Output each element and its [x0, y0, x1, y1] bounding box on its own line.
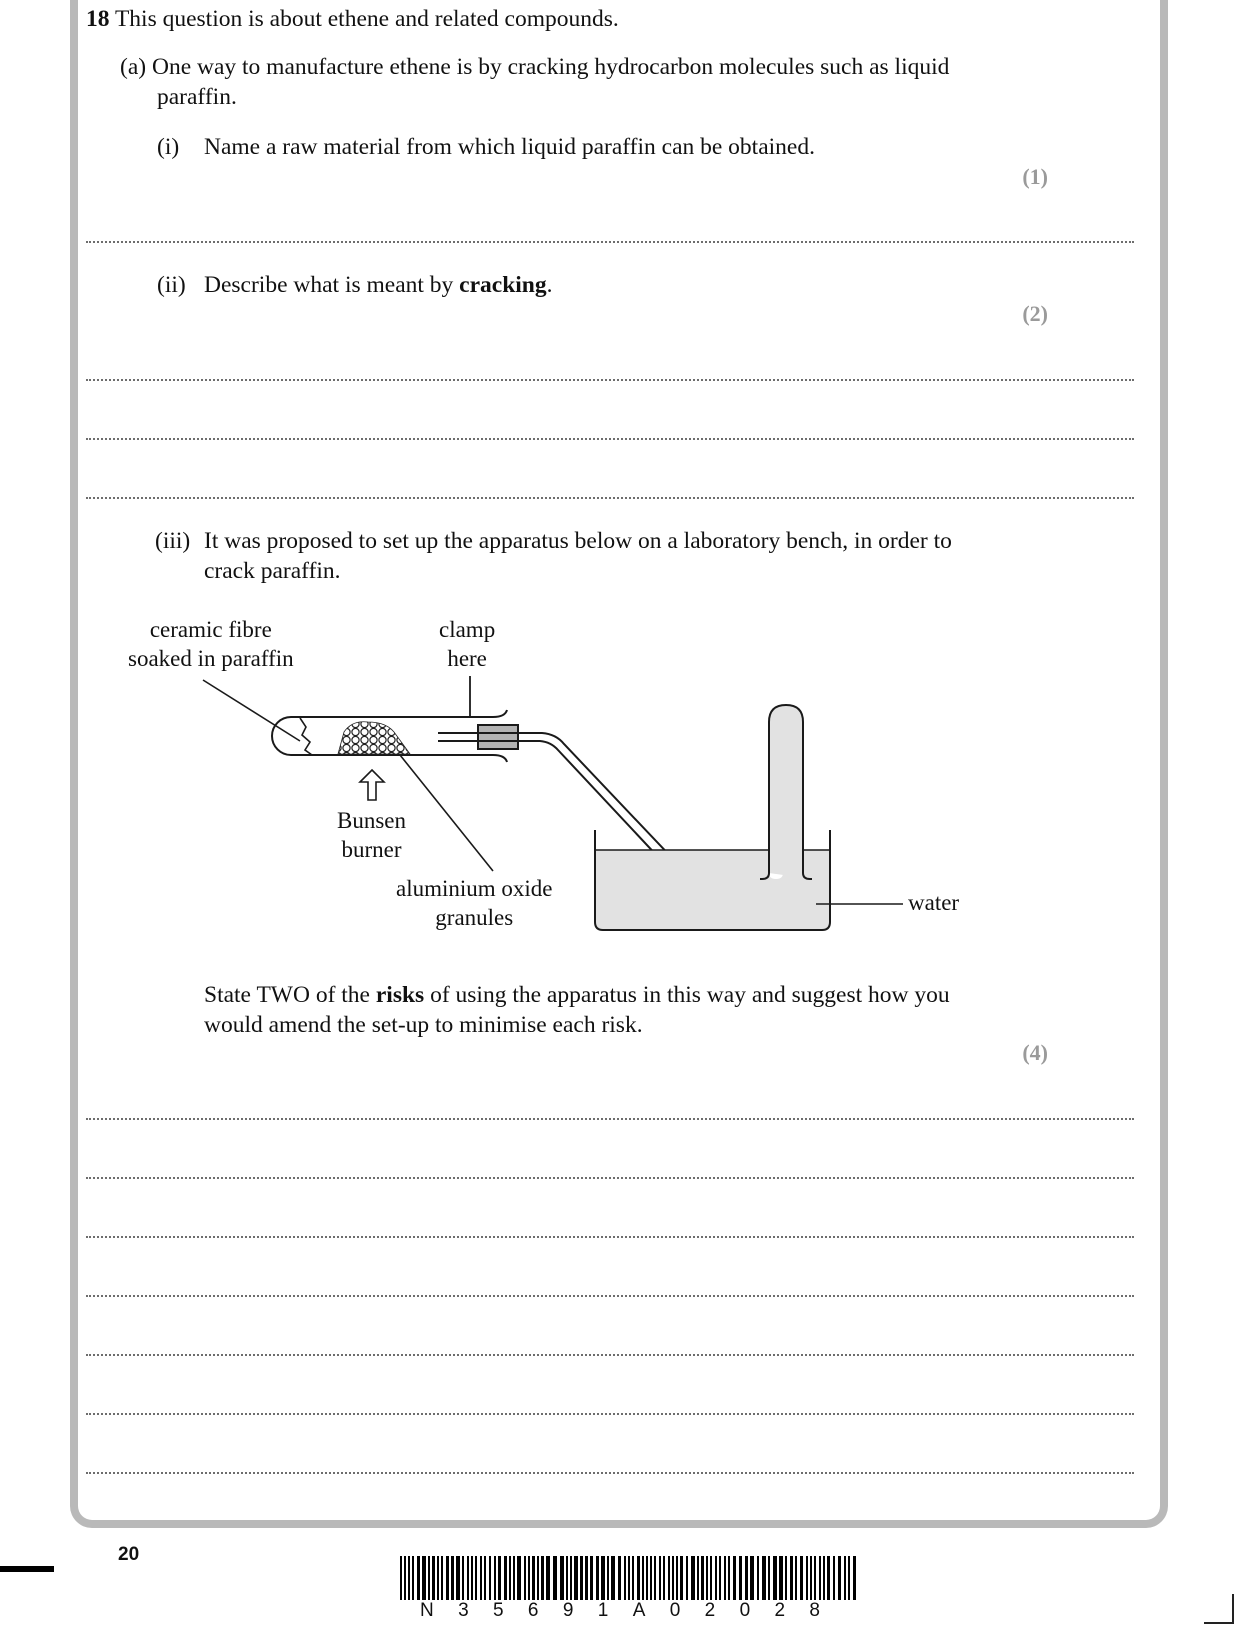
barcode-bar	[471, 1556, 473, 1600]
sub-iii-line1: It was proposed to set up the apparatus below on a laboratory bench, in order to	[204, 528, 952, 554]
barcode-bar	[462, 1556, 464, 1600]
margin-bar	[0, 1566, 54, 1572]
barcode-bar	[733, 1556, 736, 1600]
barcode-bar	[611, 1556, 615, 1600]
barcode-bar	[475, 1556, 477, 1600]
barcode-bar	[437, 1556, 439, 1600]
label-clamp-1: clamp	[439, 617, 496, 642]
barcode-bar	[838, 1556, 841, 1600]
label-bunsen	[337, 806, 406, 864]
barcode-bar	[848, 1556, 850, 1600]
barcode-bar	[574, 1556, 578, 1600]
barcode-bar	[441, 1556, 443, 1600]
barcode-bar	[632, 1556, 634, 1600]
page-number: 20	[118, 1544, 140, 1565]
alox-leader-line	[400, 755, 493, 871]
barcode-bar	[504, 1556, 507, 1600]
barcode-bar	[757, 1556, 759, 1600]
barcode-bar	[546, 1556, 550, 1600]
label-bunsen-1: Bunsen	[337, 808, 406, 833]
barcode-bar	[715, 1556, 717, 1600]
barcode-char: N	[420, 1600, 434, 1621]
barcode-bar	[637, 1556, 640, 1600]
barcode-bar	[779, 1556, 783, 1600]
barcode-bar	[446, 1556, 449, 1600]
barcode-char: A	[632, 1600, 646, 1621]
barcode-bar	[701, 1556, 704, 1600]
barcode-bar	[537, 1556, 539, 1600]
label-clamp-2: here	[447, 646, 487, 671]
barcode-bar	[773, 1556, 777, 1600]
barcode-bar	[467, 1556, 469, 1600]
barcode-bar	[650, 1556, 652, 1600]
label-bunsen-2: burner	[341, 837, 402, 862]
barcode-bar	[417, 1556, 420, 1600]
barcode-bar	[596, 1556, 599, 1600]
barcode-bar	[672, 1556, 674, 1600]
sub-ii-text-after: .	[546, 272, 553, 298]
barcode-char: 1	[597, 1600, 609, 1621]
barcode-bar	[432, 1556, 435, 1600]
barcode-bar	[795, 1556, 797, 1600]
barcode-bar	[853, 1556, 856, 1600]
state-before: State TWO of the	[204, 982, 376, 1008]
answer-line[interactable]	[86, 1295, 1134, 1297]
ceramic-leader-line	[203, 680, 300, 741]
question-number: 18	[86, 6, 110, 32]
answer-line[interactable]	[86, 1472, 1134, 1474]
barcode-bar	[659, 1556, 661, 1600]
barcode-bar	[654, 1556, 656, 1600]
barcode-bar	[618, 1556, 621, 1600]
barcode-bar	[428, 1556, 430, 1600]
barcode-bar	[814, 1556, 816, 1600]
barcode-bar	[676, 1556, 678, 1600]
barcode-char: 0	[669, 1600, 681, 1621]
barcode-bar	[570, 1556, 572, 1600]
barcode-bar	[498, 1556, 501, 1600]
barcode-bar	[509, 1556, 511, 1600]
barcode-char: 2	[704, 1600, 716, 1621]
barcode-bar	[489, 1556, 491, 1600]
barcode-bar	[524, 1556, 526, 1600]
barcode-bar	[642, 1556, 644, 1600]
barcode-char: 9	[562, 1600, 574, 1621]
barcode-bar	[566, 1556, 568, 1600]
barcode-bar	[728, 1556, 730, 1600]
answer-line[interactable]	[86, 1236, 1134, 1238]
barcode-bar	[790, 1556, 793, 1600]
barcode-bar	[624, 1556, 626, 1600]
bunsen-arrow-icon	[360, 770, 384, 800]
barcode-bar	[810, 1556, 812, 1600]
barcode-bar	[686, 1556, 688, 1600]
barcode-char: 2	[774, 1600, 786, 1621]
barcode-bar	[710, 1556, 712, 1600]
state-marks: (4)	[1022, 1040, 1048, 1065]
label-clamp	[439, 615, 495, 673]
corner-mark	[1204, 1594, 1234, 1624]
barcode-bar	[739, 1556, 742, 1600]
barcode-bar	[456, 1556, 460, 1600]
barcode-bar	[400, 1556, 402, 1600]
barcode-bar	[560, 1556, 564, 1600]
barcode	[400, 1556, 860, 1602]
barcode-bar	[532, 1556, 535, 1600]
barcode-bar	[706, 1556, 708, 1600]
sub-ii-label: (ii)	[157, 272, 186, 298]
sub-ii-text-before: Describe what is meant by	[204, 272, 460, 298]
barcode-bar	[745, 1556, 748, 1600]
sub-i-marks: (1)	[1022, 164, 1048, 189]
part-a-label: (a)	[120, 54, 147, 80]
barcode-bar	[517, 1556, 521, 1600]
barcode-char: 6	[527, 1600, 539, 1621]
barcode-char: 8	[809, 1600, 820, 1621]
barcode-bar	[663, 1556, 665, 1600]
question-stem-text: This question is about ethene and related compounds.	[114, 6, 619, 32]
sub-iii-label: (iii)	[155, 528, 191, 554]
barcode-bar	[607, 1556, 609, 1600]
barcode-bar	[819, 1556, 821, 1600]
barcode-bar	[833, 1556, 835, 1600]
barcode-bar	[580, 1556, 583, 1600]
barcode-bar	[785, 1556, 787, 1600]
answer-line[interactable]	[86, 1118, 1134, 1120]
barcode-bar	[422, 1556, 426, 1600]
answer-line[interactable]	[86, 1413, 1134, 1415]
barcode-bar	[541, 1556, 544, 1600]
answer-line[interactable]	[86, 1177, 1134, 1179]
barcode-char: 3	[458, 1600, 469, 1621]
barcode-bar	[404, 1556, 406, 1600]
ceramic-fibre	[300, 718, 312, 755]
state-after: of using the apparatus in this way and suggest how you	[424, 982, 950, 1008]
barcode-bar	[553, 1556, 557, 1600]
bung	[478, 725, 518, 749]
barcode-bar	[827, 1556, 830, 1600]
state-bold: risks	[375, 982, 425, 1008]
barcode-bar	[697, 1556, 699, 1600]
barcode-char: 0	[739, 1600, 751, 1621]
barcode-bar	[451, 1556, 454, 1600]
barcode-bar	[823, 1556, 825, 1600]
sub-i-text: Name a raw material from which liquid paraffin can be obtained.	[204, 134, 815, 160]
label-alox-1: aluminium oxide	[396, 876, 553, 901]
barcode-bar	[768, 1556, 770, 1600]
sub-ii-marks: (2)	[1022, 301, 1048, 326]
part-a-line2: paraffin.	[157, 84, 237, 110]
barcode-text	[420, 1600, 820, 1622]
label-alox-2: granules	[435, 905, 514, 930]
state-risks-line1	[204, 980, 950, 1010]
barcode-bar	[762, 1556, 766, 1600]
barcode-bar	[800, 1556, 803, 1600]
sub-ii-bold: cracking	[459, 272, 547, 298]
barcode-bar	[750, 1556, 754, 1600]
barcode-bar	[412, 1556, 414, 1600]
barcode-bar	[680, 1556, 683, 1600]
label-water: water	[908, 890, 960, 915]
barcode-bar	[806, 1556, 808, 1600]
barcode-bar	[668, 1556, 670, 1600]
barcode-bar	[484, 1556, 486, 1600]
barcode-bar	[494, 1556, 496, 1600]
barcode-bar	[408, 1556, 410, 1600]
part-a-line1: One way to manufacture ethene is by cracking hydrocarbon molecules such as liquid	[151, 54, 950, 80]
barcode-bar	[480, 1556, 482, 1600]
sub-i-label: (i)	[157, 134, 180, 160]
barcode-bar	[628, 1556, 630, 1600]
state-risks-line2: would amend the set-up to minimise each risk.	[204, 1012, 643, 1038]
barcode-bar	[601, 1556, 605, 1600]
barcode-bar	[691, 1556, 695, 1600]
label-aluminium-oxide	[396, 874, 553, 932]
answer-line[interactable]	[86, 1354, 1134, 1356]
barcode-char: 5	[493, 1600, 504, 1621]
barcode-bar	[844, 1556, 846, 1600]
barcode-bar	[719, 1556, 721, 1600]
label-ceramic-2: soaked in paraffin	[128, 646, 294, 671]
label-ceramic-fibre	[128, 615, 294, 673]
barcode-bar	[590, 1556, 593, 1600]
sub-iii-line2: crack paraffin.	[204, 558, 341, 584]
label-ceramic-1: ceramic fibre	[149, 617, 272, 642]
barcode-bar	[513, 1556, 515, 1600]
barcode-bar	[585, 1556, 588, 1600]
aluminium-oxide-granules	[338, 722, 410, 754]
barcode-bar	[528, 1556, 530, 1600]
barcode-bar	[646, 1556, 648, 1600]
barcode-bar	[724, 1556, 726, 1600]
